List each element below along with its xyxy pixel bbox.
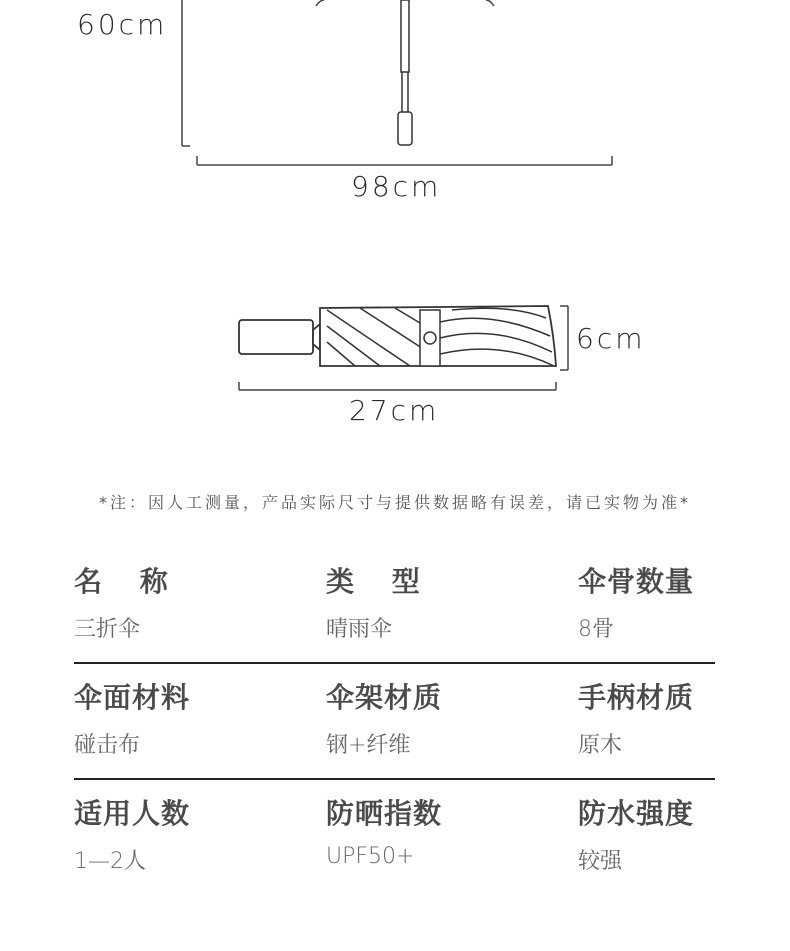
folded-length-label: 27cm <box>349 394 440 427</box>
spec-type <box>326 560 434 643</box>
spec-uv-index <box>326 792 442 869</box>
spec-value: 三折伞 <box>74 617 141 642</box>
spec-waterproof <box>578 792 694 875</box>
spec-value: 1—2人 <box>74 849 146 874</box>
spec-name <box>74 560 182 643</box>
spec-value: 晴雨伞 <box>326 617 393 642</box>
spec-handle-material <box>578 676 694 759</box>
spec-title: 伞面材料 <box>74 681 191 714</box>
spec-value: UPF50+ <box>326 844 415 869</box>
spec-frame-material <box>326 676 442 759</box>
spec-title: 防水强度 <box>578 797 695 830</box>
spec-capacity <box>74 792 190 875</box>
spec-value: 原木 <box>578 733 623 758</box>
spec-value: 8骨 <box>578 617 614 642</box>
folded-umbrella-illustration <box>230 296 580 400</box>
spec-title: 伞骨数量 <box>578 565 695 598</box>
spec-table <box>74 560 715 908</box>
spec-title: 类 型 <box>326 565 434 598</box>
spec-row-1 <box>74 560 715 676</box>
spec-title: 手柄材质 <box>578 681 695 714</box>
spec-title: 防晒指数 <box>326 797 443 830</box>
spec-value: 碰击布 <box>74 733 141 758</box>
spec-canopy-material <box>74 676 190 759</box>
spec-title: 伞架材质 <box>326 681 443 714</box>
spec-row-3 <box>74 792 715 908</box>
open-width-label: 98cm <box>351 170 442 203</box>
open-height-label: 60cm <box>77 8 168 41</box>
spec-divider <box>74 778 715 780</box>
folded-diameter-label: 6cm <box>576 322 646 355</box>
spec-rib-count <box>578 560 694 643</box>
spec-value: 钢+纤维 <box>326 733 411 758</box>
spec-value: 较强 <box>578 849 623 874</box>
spec-title: 名 称 <box>74 565 182 598</box>
spec-title: 适用人数 <box>74 797 191 830</box>
spec-divider <box>74 662 715 664</box>
measurement-note: *注：因人工测量，产品实际尺寸与提供数据略有误差，请已实物为准* <box>98 493 691 512</box>
spec-row-2 <box>74 676 715 792</box>
